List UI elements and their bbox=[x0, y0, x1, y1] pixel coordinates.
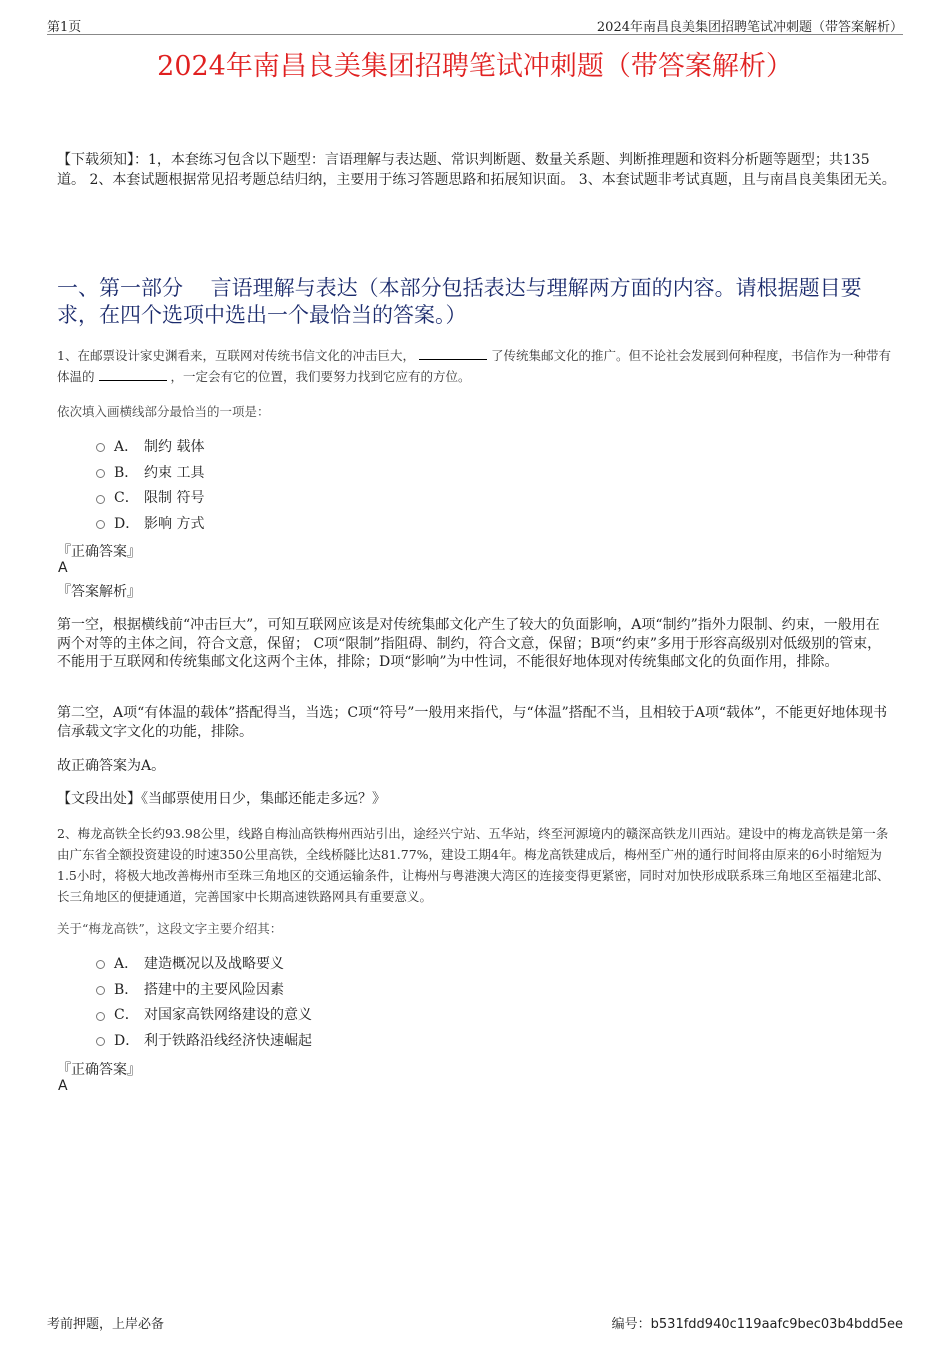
q1-answer: A bbox=[58, 560, 68, 576]
option-text: 利于铁路沿线经济快速崛起 bbox=[144, 1032, 312, 1049]
q2-answer: A bbox=[58, 1078, 68, 1094]
q1-text-part-c: ，一定会有它的位置，我们要努力找到它应有的方位。 bbox=[170, 369, 471, 384]
option-letter: C． bbox=[114, 490, 139, 507]
option-text: 约束 工具 bbox=[144, 464, 205, 481]
option-text: 搭建中的主要风险因素 bbox=[144, 981, 284, 998]
q1-analysis-paragraph-1: 第一空，根据横线前“冲击巨大”，可知互联网应该是对传统集邮文化产生了较大的负面影响，A项“制约”指外力限制、约束，一般用在两个对等的主体之间，符合文意，保留； C项“限制”指阻碍、制约，符合文意，保留；B项“约束”多用于形容高级别对低级别的管束，不能用于互联网和传统集邮文化这两个主体，排除；D项“影响”为中性词，不能很好地体现对传统集邮文化的负面作用，排除。 bbox=[57, 617, 882, 670]
header-doc-title: 2024年南昌良美集团招聘笔试冲刺题（带答案解析） bbox=[596, 20, 903, 35]
option-letter: C． bbox=[114, 1007, 139, 1024]
option-letter: D． bbox=[114, 1032, 140, 1049]
download-notice: 【下载须知】：1，本套练习包含以下题型：言语理解与表达题、常识判断题、数量关系题、判断推理题和资料分析题等题型；共135道。 2、本套试题根据常见招考题总结归纳，主要用于练习答题思路和拓展知识面。 3、本套试题非考试真题，且与南昌良美集团无关。 bbox=[57, 152, 896, 188]
option-text: 制约 载体 bbox=[144, 438, 205, 455]
blank-line bbox=[99, 368, 167, 381]
option-letter: A． bbox=[114, 955, 139, 972]
question-2-text: 2、梅龙高铁全长约93.98公里，线路自梅汕高铁梅州西站引出，途经兴宁站、五华站，终至河源境内的赣深高铁龙川西站。建设中的梅龙高铁是第一条由广东省全额投资建设的时速350公里高铁，全线桥隧比达81.77%，建设工期4年。梅龙高铁建成后，梅州至广州的通行时间将由原来的6小时缩短为1.5小时，将极大地改善梅州市至珠三角地区的交通运输条件，让梅州与粤港澳大湾区的连接变得更紧密，同时对加快形成联系珠三角地区至福建北部、长三角地区的便捷通道，完善国家中长期高速铁路网具有重要意义。 bbox=[57, 826, 890, 904]
blank-line bbox=[419, 347, 487, 360]
option-d[interactable] bbox=[96, 1027, 312, 1053]
q1-text-part-a: 1、在邮票设计家史渊看来，互联网对传统书信文化的冲击巨大， bbox=[57, 348, 415, 363]
option-a[interactable] bbox=[96, 433, 204, 459]
option-letter: B． bbox=[114, 981, 139, 998]
radio-icon[interactable] bbox=[96, 469, 105, 478]
option-letter: B． bbox=[114, 464, 139, 481]
radio-icon[interactable] bbox=[96, 443, 105, 452]
radio-icon[interactable] bbox=[96, 520, 105, 529]
q1-analysis-paragraph-2: 第二空，A项“有体温的载体”搭配得当，当选；C项“符号”一般用来指代，与“体温”搭配不当，且相较于A项“载体”，不能更好地体现书信承载文字文化的功能，排除。 bbox=[57, 705, 888, 740]
q2-answer-label: 『正确答案』 bbox=[57, 1062, 141, 1078]
q1-analysis-label: 『答案解析』 bbox=[57, 584, 141, 600]
question-2-options bbox=[96, 950, 312, 1053]
footer-code bbox=[612, 1313, 903, 1332]
radio-icon[interactable] bbox=[96, 1012, 105, 1021]
option-c[interactable] bbox=[96, 484, 204, 510]
radio-icon[interactable] bbox=[96, 495, 105, 504]
page-number: 第1页 bbox=[47, 20, 82, 35]
radio-icon[interactable] bbox=[96, 960, 105, 969]
document-title: 2024年南昌良美集团招聘笔试冲刺题（带答案解析） bbox=[157, 51, 793, 82]
question-2-prompt: 关于“梅龙高铁”，这段文字主要介绍其： bbox=[57, 921, 283, 936]
option-b[interactable] bbox=[96, 459, 204, 485]
question-1-text bbox=[57, 345, 897, 387]
section-title: 一、第一部分 言语理解与表达（本部分包括表达与理解两方面的内容。请根据题目要求，在四个选项中选出一个最恰当的答案。） bbox=[57, 276, 862, 327]
radio-icon[interactable] bbox=[96, 1037, 105, 1046]
q1-source: 【文段出处】《当邮票使用日少，集邮还能走多远？》 bbox=[57, 791, 386, 807]
code-label: 编号： bbox=[611, 1317, 651, 1332]
option-letter: A． bbox=[114, 438, 139, 455]
option-text: 建造概况以及战略要义 bbox=[144, 955, 284, 972]
question-1-options bbox=[96, 433, 204, 536]
q1-text-part-b: 了传统集邮文化的推广。但不论社会发展到何种程度，书信作为一种带有体温的 bbox=[57, 348, 891, 384]
option-c[interactable] bbox=[96, 1001, 312, 1027]
page-header bbox=[47, 14, 903, 35]
code-value: b531fdd940c119aafc9bec03b4bdd5ee bbox=[650, 1317, 903, 1332]
option-b[interactable] bbox=[96, 976, 312, 1002]
option-d[interactable] bbox=[96, 510, 204, 536]
footer-slogan: 考前押题，上岸必备 bbox=[47, 1317, 165, 1332]
option-letter: D． bbox=[114, 515, 140, 532]
option-text: 限制 符号 bbox=[144, 490, 205, 507]
question-1-prompt: 依次填入画横线部分最恰当的一项是： bbox=[57, 404, 270, 419]
option-text: 对国家高铁网络建设的意义 bbox=[144, 1007, 312, 1024]
q1-conclusion: 故正确答案为A。 bbox=[57, 758, 166, 774]
q1-answer-label: 『正确答案』 bbox=[57, 544, 141, 560]
radio-icon[interactable] bbox=[96, 986, 105, 995]
option-a[interactable] bbox=[96, 950, 312, 976]
option-text: 影响 方式 bbox=[144, 515, 205, 532]
